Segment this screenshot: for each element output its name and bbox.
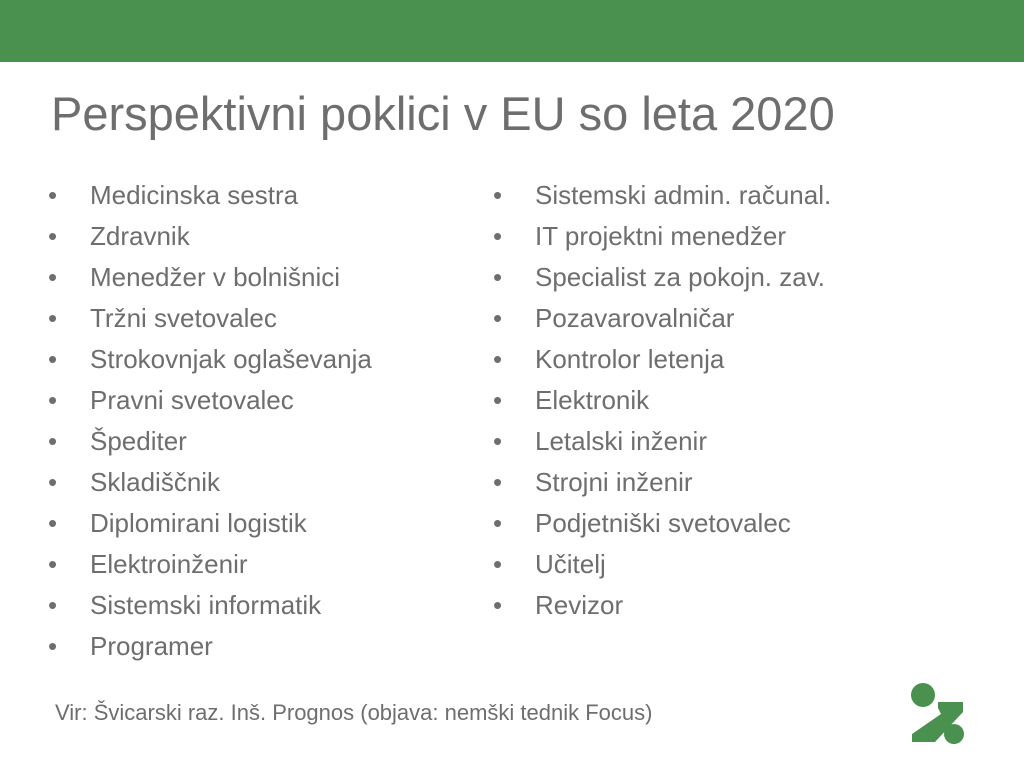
bullet-icon: • bbox=[493, 262, 503, 292]
bullet-icon: • bbox=[48, 180, 58, 210]
list-item bbox=[48, 626, 468, 667]
list-item bbox=[48, 421, 468, 462]
list-item-label: Kontrolor letenja bbox=[535, 344, 725, 374]
list-item bbox=[48, 462, 468, 503]
logo-top-dot bbox=[911, 683, 935, 707]
bullet-icon: • bbox=[48, 549, 58, 579]
list-item-label: Špediter bbox=[90, 426, 187, 456]
list-item-label: Programer bbox=[90, 631, 213, 661]
list-item bbox=[48, 339, 468, 380]
bullet-icon: • bbox=[493, 426, 503, 456]
bullet-icon: • bbox=[493, 180, 503, 210]
list-item bbox=[493, 544, 913, 585]
list-item-label: Podjetniški svetovalec bbox=[535, 508, 791, 538]
list-item-label: Sistemski admin. računal. bbox=[535, 180, 832, 210]
left-bullet-list bbox=[48, 175, 468, 667]
list-item bbox=[48, 257, 468, 298]
logo-bottom-dot bbox=[944, 724, 964, 744]
list-item bbox=[48, 216, 468, 257]
bullet-icon: • bbox=[48, 303, 58, 333]
list-item bbox=[493, 298, 913, 339]
bullet-icon: • bbox=[48, 344, 58, 374]
green-percent-logo-icon bbox=[905, 678, 969, 748]
list-item bbox=[48, 544, 468, 585]
bullet-icon: • bbox=[48, 631, 58, 661]
bullet-icon: • bbox=[48, 385, 58, 415]
bullet-icon: • bbox=[493, 303, 503, 333]
list-item-label: Letalski inženir bbox=[535, 426, 707, 456]
list-item bbox=[493, 216, 913, 257]
list-item bbox=[48, 503, 468, 544]
list-item bbox=[493, 421, 913, 462]
list-item bbox=[493, 585, 913, 626]
bullet-icon: • bbox=[493, 385, 503, 415]
bullet-icon: • bbox=[48, 262, 58, 292]
list-item-label: Učitelj bbox=[535, 549, 606, 579]
list-item bbox=[493, 257, 913, 298]
source-note: Vir: Švicarski raz. Inš. Prognos (objava: nemški tednik Focus) bbox=[55, 700, 653, 725]
list-item-label: Elektroinženir bbox=[90, 549, 248, 579]
list-item-label: Zdravnik bbox=[90, 221, 190, 251]
list-item bbox=[48, 585, 468, 626]
bullet-icon: • bbox=[48, 426, 58, 456]
list-item-label: Elektronik bbox=[535, 385, 650, 415]
list-item-label: Skladiščnik bbox=[90, 467, 221, 497]
bullet-icon: • bbox=[493, 221, 503, 251]
header-bar bbox=[0, 0, 1024, 62]
right-bullet-list bbox=[493, 175, 913, 626]
bullet-icon: • bbox=[48, 467, 58, 497]
bullet-icon: • bbox=[493, 549, 503, 579]
list-item-label: IT projektni menedžer bbox=[535, 221, 786, 251]
list-item-label: Diplomirani logistik bbox=[90, 508, 307, 538]
list-item bbox=[493, 462, 913, 503]
list-item bbox=[493, 503, 913, 544]
list-item-label: Revizor bbox=[535, 590, 624, 620]
list-item-label: Strojni inženir bbox=[535, 467, 693, 497]
slide-title: Perspektivni poklici v EU so leta 2020 bbox=[51, 87, 835, 140]
list-item-label: Pozavarovalničar bbox=[535, 303, 735, 333]
list-item bbox=[493, 175, 913, 216]
bullet-icon: • bbox=[493, 590, 503, 620]
list-item bbox=[48, 380, 468, 421]
list-item bbox=[48, 175, 468, 216]
bullet-icon: • bbox=[48, 508, 58, 538]
list-item bbox=[493, 339, 913, 380]
bullet-icon: • bbox=[48, 221, 58, 251]
list-item-label: Menedžer v bolnišnici bbox=[90, 262, 341, 292]
bullet-icon: • bbox=[493, 467, 503, 497]
bullet-icon: • bbox=[493, 508, 503, 538]
list-item-label: Sistemski informatik bbox=[90, 590, 322, 620]
bullet-icon: • bbox=[493, 344, 503, 374]
list-item bbox=[48, 298, 468, 339]
list-item-label: Pravni svetovalec bbox=[90, 385, 294, 415]
list-item-label: Specialist za pokojn. zav. bbox=[535, 262, 825, 292]
list-item bbox=[493, 380, 913, 421]
list-item-label: Strokovnjak oglaševanja bbox=[90, 344, 372, 374]
list-item-label: Tržni svetovalec bbox=[90, 303, 277, 333]
list-item-label: Medicinska sestra bbox=[90, 180, 299, 210]
bullet-icon: • bbox=[48, 590, 58, 620]
